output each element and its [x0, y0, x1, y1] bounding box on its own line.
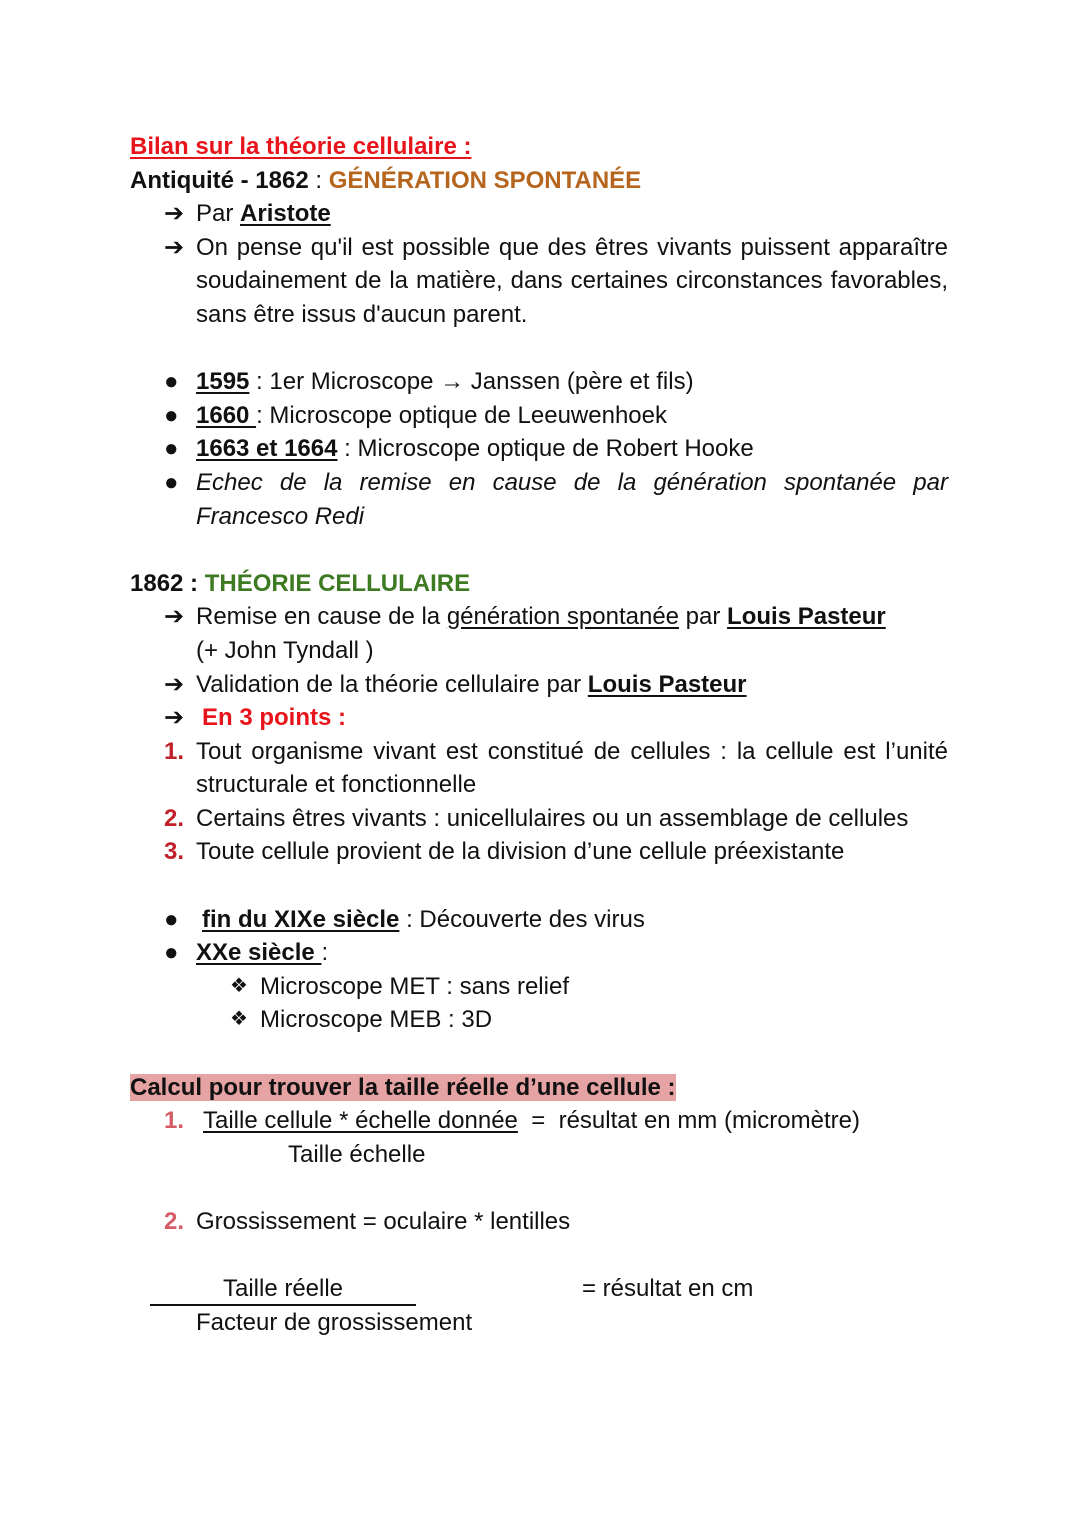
bullet-icon: ● [164, 905, 179, 933]
date-label: 1663 et 1664 [196, 435, 338, 463]
date-label: 1660 [196, 401, 257, 429]
arrow-item-text: Par [196, 200, 241, 228]
separator: : [308, 166, 329, 194]
arrow-icon: ➔ [164, 233, 185, 261]
calcul-heading-row [130, 1071, 948, 1105]
arrow-item [130, 668, 948, 702]
calcul-heading: Calcul pour trouver la taille réelle d’une cellule : [130, 1073, 676, 1101]
pasteur-name: Louis Pasteur [727, 603, 886, 631]
point-text: Certains êtres vivants : unicellulaires ou un assemblage de cellules [196, 804, 909, 832]
arrow-item-text: par [679, 603, 728, 631]
formula-2 [130, 1205, 948, 1239]
bullet-text: : Microscope optique de Robert Hooke [337, 435, 754, 463]
formula-result: = résultat en mm (micromètre) [517, 1107, 860, 1135]
arrow-item-text: On pense qu'il est possible que des êtres vivants puissent apparaître soudainement de la matière, dans certaines circonstances favorables, sans être issus d'aucun parent. [196, 233, 948, 328]
arrow-item [130, 231, 948, 332]
bullet-item [130, 903, 948, 937]
formula-1 [130, 1104, 948, 1138]
three-points-label: En 3 points : [202, 704, 346, 732]
arrow-item [130, 701, 948, 735]
period-label: Antiquité - 1862 [130, 166, 309, 194]
bullet-icon: ● [164, 468, 179, 496]
point-number: 3. [164, 838, 185, 866]
bullet-text: Echec de la remise en cause de la génération spontanée par Francesco Redi [196, 468, 948, 530]
date-label: XXe siècle [196, 939, 322, 967]
date-label: fin du XIXe siècle [202, 905, 400, 933]
point-number: 1. [164, 737, 185, 765]
diamond-bullet-icon: ❖ [230, 974, 248, 997]
arrow-item-text: Validation de la théorie cellulaire par [196, 670, 588, 698]
numbered-point [130, 802, 948, 836]
bullet-text: : Microscope optique de Leeuwenhoek [256, 401, 668, 429]
formula-numerator: Taille cellule * échelle donnée [203, 1107, 518, 1135]
arrow-item [130, 600, 948, 667]
bullet-item [130, 936, 948, 970]
sub-item-text: Microscope MEB : 3D [260, 1006, 493, 1034]
formula-number: 2. [164, 1208, 185, 1235]
formula-numerator: Taille réelle [150, 1274, 416, 1306]
bullet-item [130, 399, 948, 433]
diamond-bullet-icon: ❖ [230, 1008, 248, 1031]
point-text: Tout organisme vivant est constitué de cellules : la cellule est l’unité structurale et fonctionnelle [196, 737, 948, 799]
arrow-item-text: Remise en cause de la [196, 603, 447, 631]
bullet-item [130, 432, 948, 466]
underlined-term: génération spontanée [446, 603, 680, 631]
point-text: Toute cellule provient de la division d’une cellule préexistante [196, 838, 845, 866]
bullet-icon: ● [164, 401, 179, 429]
arrow-icon: ➔ [164, 670, 185, 698]
bullet-icon: ● [164, 939, 179, 967]
numbered-point [130, 835, 948, 869]
bullet-icon: ● [164, 368, 179, 396]
numbered-point [130, 735, 948, 802]
section-generation-spontanee-heading [130, 164, 948, 198]
arrow-icon: ➔ [164, 704, 185, 732]
page-title: Bilan sur la théorie cellulaire : [130, 133, 472, 160]
generation-spontanee-heading: GÉNÉRATION SPONTANÉE [328, 166, 642, 194]
point-number: 2. [164, 804, 185, 832]
sub-item-text: Microscope MET : sans relief [260, 972, 569, 1000]
year-label: 1862 : [130, 569, 199, 597]
theorie-cellulaire-heading: THÉORIE CELLULAIRE [204, 569, 471, 597]
formula-3-numerator-row [130, 1272, 948, 1306]
tyndall-note: (+ John Tyndall ) [196, 636, 374, 664]
aristote-name: Aristote [240, 200, 331, 228]
sub-item [130, 1003, 948, 1037]
formula-denominator: Taille échelle [288, 1140, 426, 1168]
bullet-text: : 1er Microscope → Janssen (père et fils) [249, 368, 694, 396]
bullet-text: : [321, 939, 329, 967]
formula-number: 1. [164, 1107, 185, 1135]
arrow-icon: ➔ [164, 603, 185, 631]
formula-denominator: Facteur de grossissement [196, 1309, 473, 1337]
arrow-item [130, 197, 948, 231]
bullet-item [130, 365, 948, 399]
document-page [130, 130, 948, 1340]
formula-result: = résultat en cm [582, 1275, 754, 1303]
sub-item [130, 970, 948, 1004]
section-theorie-cellulaire-heading [130, 567, 948, 601]
bullet-icon: ● [164, 435, 179, 463]
date-label: 1595 [196, 368, 250, 396]
arrow-icon: ➔ [164, 200, 185, 228]
bullet-text: : Découverte des virus [399, 905, 645, 933]
pasteur-name: Louis Pasteur [587, 670, 747, 698]
bullet-item [130, 466, 948, 533]
formula-text: Grossissement = oculaire * lentilles [196, 1208, 571, 1235]
